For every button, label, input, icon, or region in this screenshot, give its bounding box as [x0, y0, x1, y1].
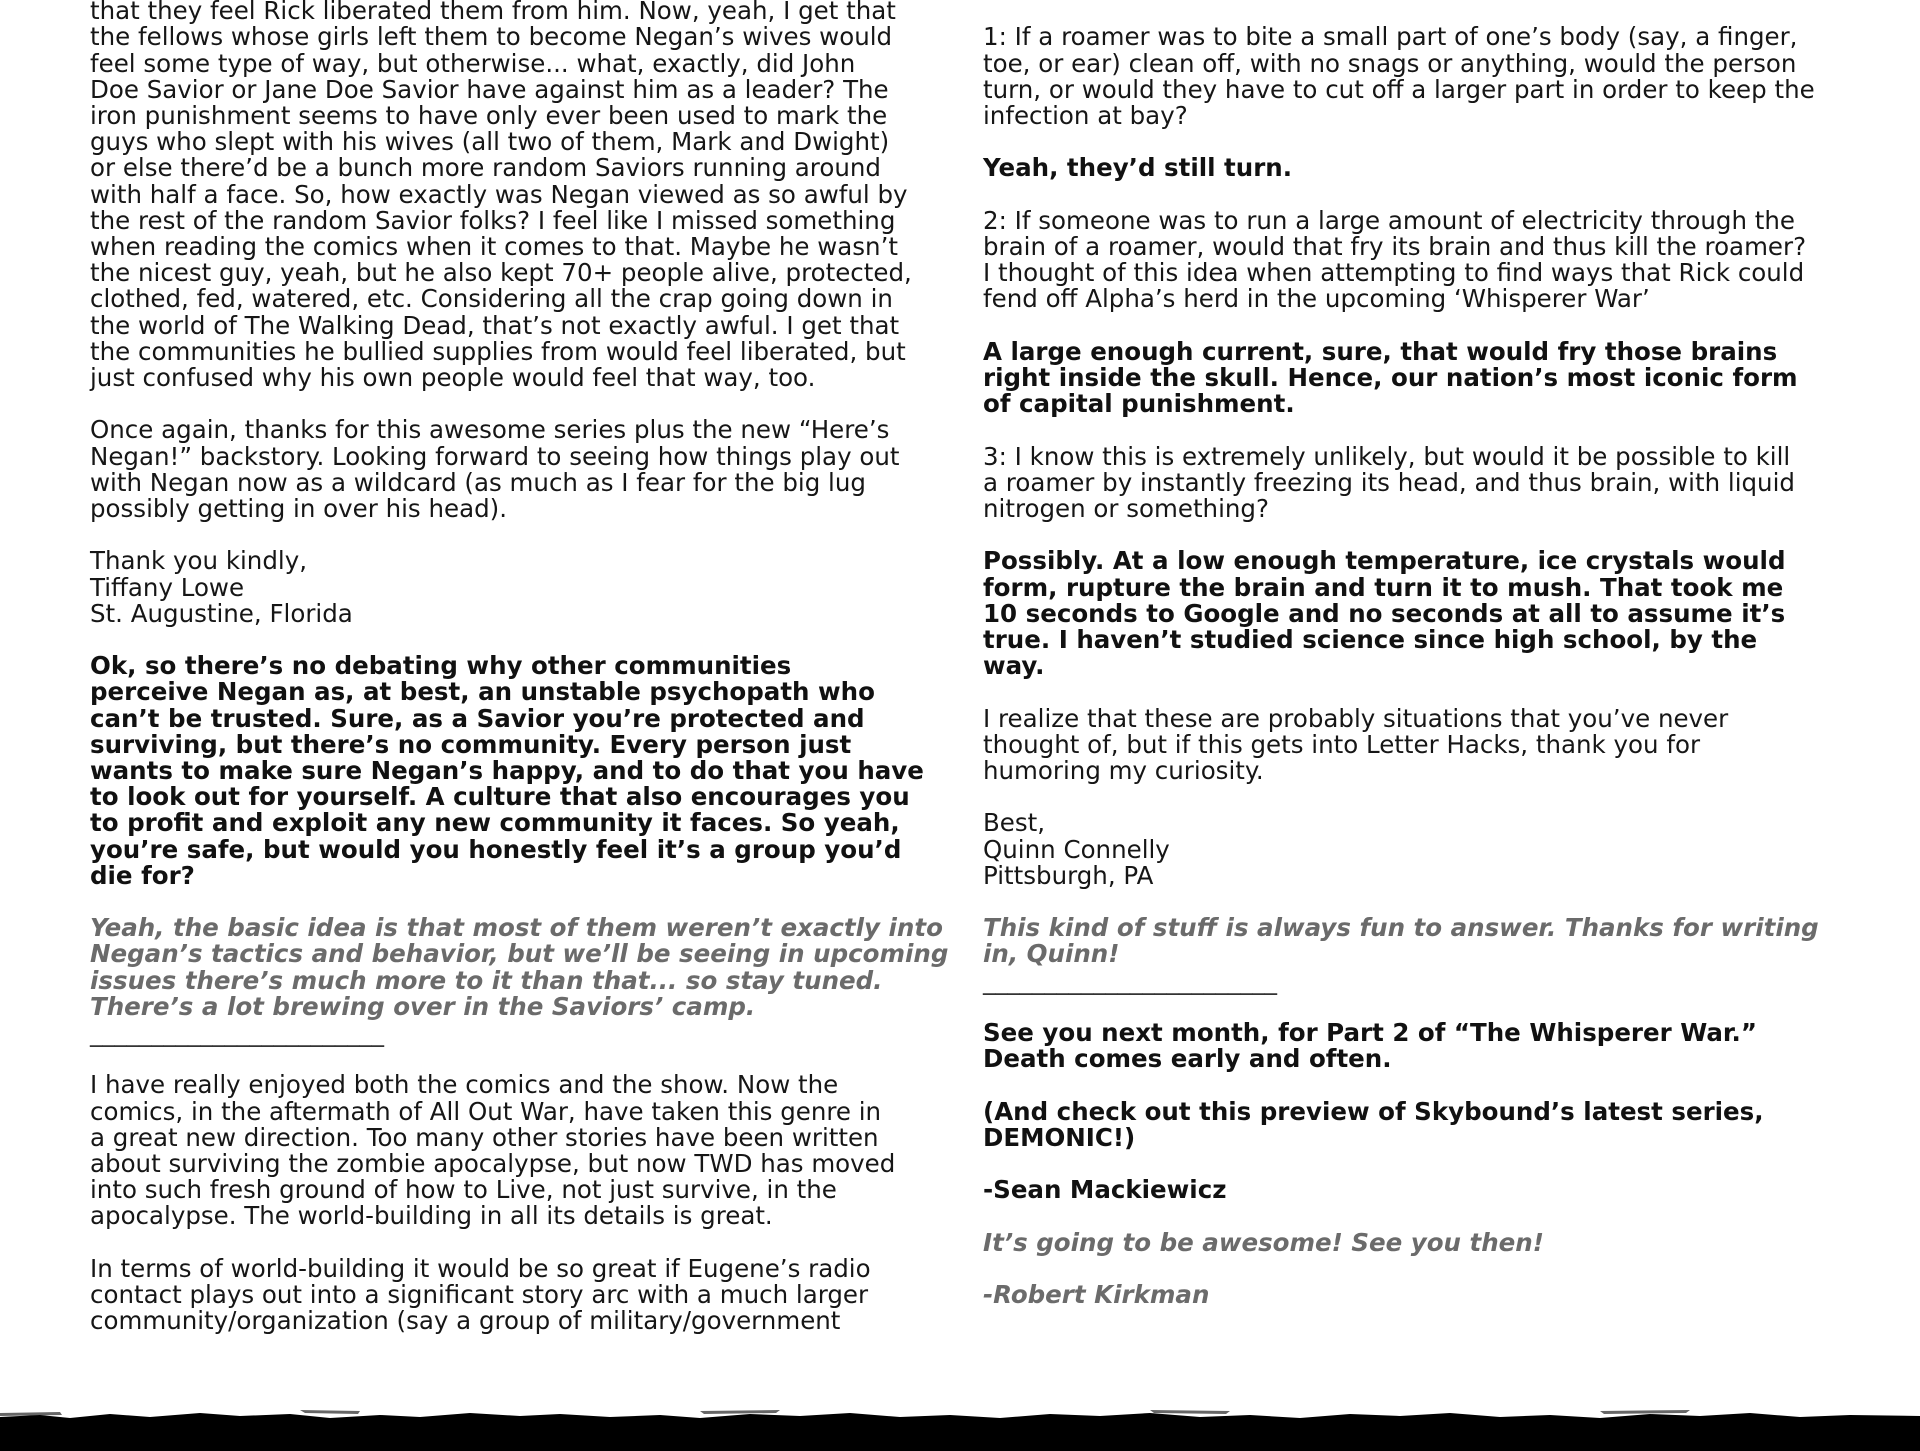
letter3-paragraph-1: I have really enjoyed both the comics and the show. Now the comics, in the aftermath of All Out War, have taken this genre in a great new direction. Too many other stories have been written about surviving the zombie apocalypse, but now TWD has moved into such fresh ground of how to Live, not just survive, in the apocalypse. The world-building in all its details is great.: [90, 1070, 896, 1231]
signature-robert: -Robert Kirkman: [983, 1279, 1210, 1309]
letter1-author-location: St. Augustine, Florida: [90, 598, 353, 628]
letter1-body: that they feel Rick liberated them from him. Now, yeah, I get that the fellows whose girls left them to become Negan’s wives would feel some type of way, but otherwise... what, exactly, did John Doe Savior or Jane Doe Savior have against him as a leader? The iron punishment seems to have only ever been used to mark the guys who slept with his wives (all two of them, Mark and Dwight) or else there’d be a bunch more random Saviors running around with half a face. So, how exactly was Negan viewed as so awful by the rest of the random Savior folks? I feel like I missed something when reading the comics when it comes to that. Maybe he wasn’t the nicest guy, yeah, but he also kept 70+ people alive, protected, clothed, fed, watered, etc. Considering all the crap going down in the world of The Walking Dead, that’s not exactly awful. I get that the communities he bullied supplies from would feel liberated, but just confused why his own people would feel that way, too.: [90, 0, 912, 393]
preview-note: (And check out this preview of Skybound’s latest series, DEMONIC!): [983, 1096, 1764, 1152]
next-month-note: See you next month, for Part 2 of “The Whisperer War.” Death comes early and often.: [983, 1017, 1757, 1074]
answer-1: Yeah, they’d still turn.: [983, 153, 1293, 183]
reply1-editor: Ok, so there’s no debating why other communities perceive Negan as, at best, an unstable psychopath who can’t be trusted. Sure, as a Savior you’re protected and surviving, but there’s no community. Every person just wants to make sure Negan’s happy, and to do that you have to look out for yourself. A culture that also encourages you to profit and exploit any new community it faces. So yeah, you’re safe, but would you honestly feel it’s a group you’d die for?: [90, 651, 924, 890]
letter1-closing-paragraph: Once again, thanks for this awesome series plus the new “Here’s Negan!” backstory. Looking forward to seeing how things play out with Negan now as a wildcard (as much as I fear for the big lug possibly getting in over his head).: [90, 415, 900, 524]
letter1-author-name: Tiffany Lowe: [90, 572, 245, 602]
question-3: 3: I know this is extremely unlikely, but would it be possible to kill a roamer by instantly freezing its head, and thus brain, with liquid nitrogen or something?: [983, 441, 1795, 523]
kirkman-final-reply: It’s going to be awesome! See you then!: [983, 1227, 1544, 1257]
reply1-kirkman: Yeah, the basic idea is that most of them weren’t exactly into Negan’s tactics and behavior, but we’ll be seeing in upcoming issues there’s much more to it than that... so stay tuned. There’s a lot brewing over in the Saviors’ camp.: [90, 913, 949, 1021]
left-column: [90, 0, 950, 1361]
reply2-kirkman: This kind of stuff is always fun to answer. Thanks for writing in, Quinn!: [983, 913, 1819, 969]
letter3-paragraph-2: In terms of world-building it would be so great if Eugene’s radio contact plays out into a significant story arc with a much larger community/organization (say a group of military/government: [90, 1253, 871, 1336]
left-separator: ________________________: [90, 1018, 384, 1048]
letter2-closing: I realize that these are probably situations that you’ve never thought of, but if this gets into Letter Hacks, thank you for humoring my curiosity.: [983, 703, 1729, 785]
letter1-signoff: Thank you kindly,: [90, 546, 307, 576]
right-column: [983, 0, 1843, 1334]
answer-2: A large enough current, sure, that would fry those brains right inside the skull. Hence, our nation’s most iconic form of capital punishment.: [983, 336, 1798, 419]
signature-sean: -Sean Mackiewicz: [983, 1175, 1227, 1205]
right-separator: ________________________: [983, 965, 1277, 995]
letter2-author-name: Quinn Connelly: [983, 834, 1170, 864]
letter2-author-location: Pittsburgh, PA: [983, 860, 1154, 890]
answer-3: Possibly. At a low enough temperature, ice crystals would form, rupture the brain and turn it to mush. That took me 10 seconds to Google and no seconds at all to assume it’s true. I haven’t studied science since high school, by the way.: [983, 546, 1786, 681]
letter2-signoff: Best,: [983, 808, 1046, 838]
question-2: 2: If someone was to run a large amount of electricity through the brain of a roamer, would that fry its brain and thus kill the roamer? I thought of this idea when attempting to find ways that Rick could fend off Alpha’s herd in the upcoming ‘Whisperer War’: [983, 205, 1807, 314]
question-1: 1: If a roamer was to bite a small part of one’s body (say, a finger, toe, or ear) clean off, with no snags or anything, would the person turn, or would they have to cut off a larger part in order to keep the infection at bay?: [983, 22, 1815, 130]
grunge-bottom-border: [0, 1403, 1920, 1451]
